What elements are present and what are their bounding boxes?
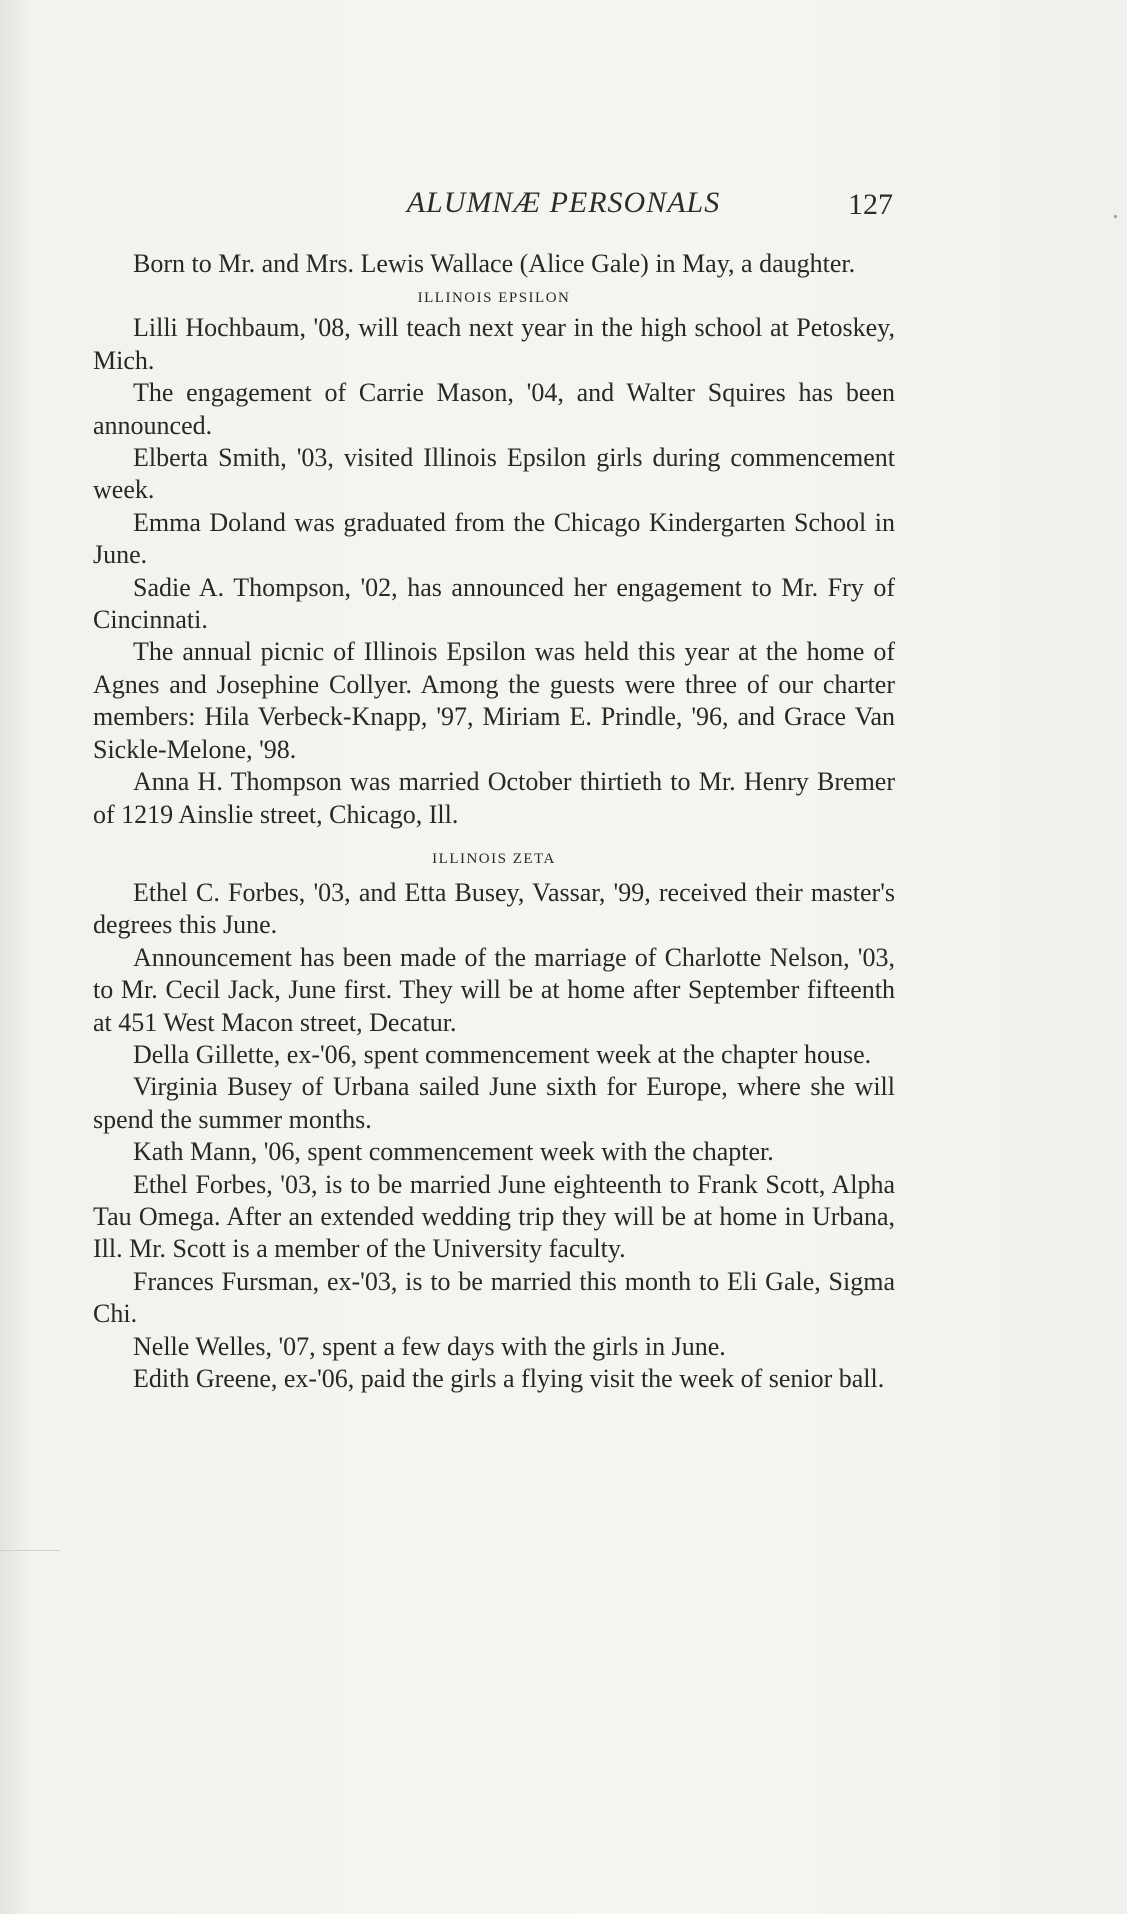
paragraph: Nelle Welles, '07, spent a few days with the girls in June. xyxy=(133,1331,726,1361)
paragraph: Virginia Busey of Urbana sailed June sixth for Europe, where she will spend the summer months. xyxy=(93,1072,895,1134)
paragraph: Edith Greene, ex-'06, paid the girls a flying visit the week of senior ball. xyxy=(133,1364,885,1393)
paragraph: Della Gillette, ex-'06, spent commencement week at the chapter house. xyxy=(133,1039,872,1069)
page-body xyxy=(93,248,895,1395)
page-header xyxy=(0,186,1127,226)
paragraph: Emma Doland was graduated from the Chicago Kindergarten School in June. xyxy=(93,507,895,570)
section-heading-illinois-epsilon: ILLINOIS EPSILON xyxy=(417,290,571,307)
page-number: 127 xyxy=(848,188,893,221)
paragraph: The engagement of Carrie Mason, '04, and Walter Squires has been announced. xyxy=(93,378,895,440)
paragraph: Frances Fursman, ex-'03, is to be married this month to Eli Gale, Sigma Chi. xyxy=(93,1266,895,1329)
paragraph: Anna H. Thompson was married October thirtieth to Mr. Henry Bremer of 1219 Ainslie street, Chicago, Ill. xyxy=(93,767,895,829)
paragraph: Born to Mr. and Mrs. Lewis Wallace (Alice Gale) in May, a daughter. xyxy=(133,249,856,278)
paragraph: Elberta Smith, '03, visited Illinois Epsilon girls during commencement week. xyxy=(93,443,895,505)
paragraph: The annual picnic of Illinois Epsilon was held this year at the home of Agnes and Josephine Collyer. Among the guests were three of our charter members: Hila Verbeck-Knapp, '97, Miriam E. Prindle, '96, and Grace Van Sickle-Melone, '98. xyxy=(93,637,895,764)
running-title: ALUMNÆ PERSONALS xyxy=(406,186,721,219)
paragraph: Ethel C. Forbes, '03, and Etta Busey, Vassar, '99, received their master's degrees this June. xyxy=(93,877,895,940)
paragraph: Ethel Forbes, '03, is to be married June eighteenth to Frank Scott, Alpha Tau Omega. After an extended wedding trip they will be at home in Urbana, Ill. Mr. Scott is a member of the University faculty. xyxy=(93,1169,895,1264)
paragraph: Lilli Hochbaum, '08, will teach next year in the high school at Petoskey, Mich. xyxy=(93,313,895,375)
section-heading-illinois-zeta: ILLINOIS ZETA xyxy=(432,850,556,867)
paragraph: Kath Mann, '06, spent commencement week with the chapter. xyxy=(133,1137,774,1167)
scan-speck xyxy=(1114,215,1117,218)
paragraph: Announcement has been made of the marriage of Charlotte Nelson, '03, to Mr. Cecil Jack, June first. They will be at home after September fifteenth at 451 West Macon street, Decatur. xyxy=(93,942,895,1037)
paragraph: Sadie A. Thompson, '02, has announced her engagement to Mr. Fry of Cincinnati. xyxy=(93,572,895,635)
scan-edge-mark xyxy=(0,1550,60,1551)
